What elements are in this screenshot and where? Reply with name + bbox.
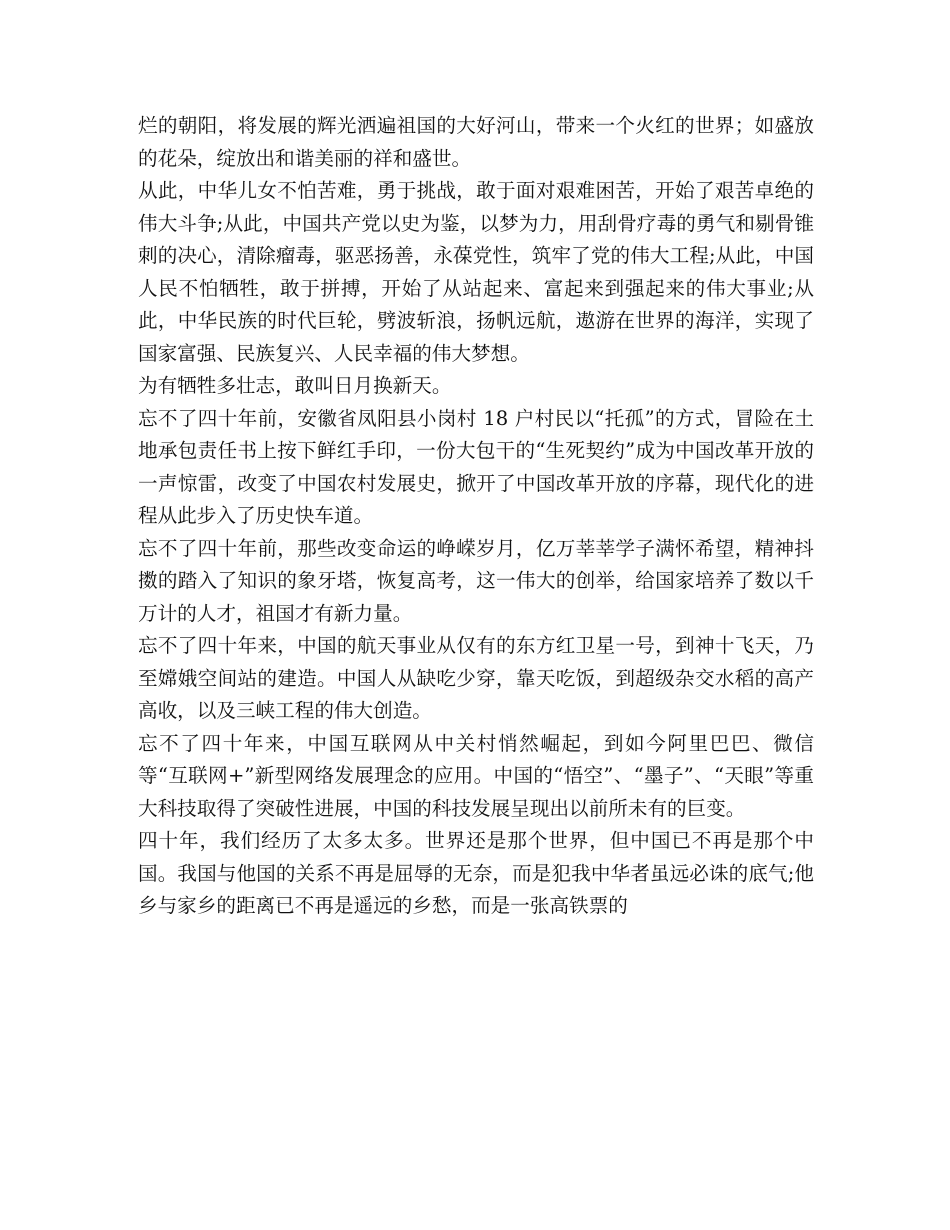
paragraph: 为有牺牲多壮志，敢叫日月换新天。	[138, 374, 452, 397]
paragraph: 忘不了四十年前，那些改变命运的峥嵘岁月，亿万莘莘学子满怀希望，精神抖擞的踏入了知识的象牙塔，恢复高考，这一伟大的创举，给国家培养了数以千万计的人才，祖国才有新力量。	[138, 536, 814, 625]
body-text	[138, 110, 814, 923]
paragraph: 四十年，我们经历了太多太多。世界还是那个世界，但中国已不再是那个中国。我国与他国的关系不再是屈辱的无奈，而是犯我中华者虽远必诛的底气;他乡与家乡的距离已不再是遥远的乡愁，而是一张高铁票的	[138, 829, 814, 917]
paragraph: 忘不了四十年来，中国的航天事业从仅有的东方红卫星一号，到神十飞天，乃至嫦娥空间站的建造。中国人从缺吃少穿，靠天吃饭，到超级杂交水稻的高产高收，以及三峡工程的伟大创造。	[138, 634, 814, 722]
paragraph: 忘不了四十年前，安徽省凤阳县小岗村 18 户村民以“托孤”的方式，冒险在土地承包责任书上按下鲜红手印，一份大包干的“生死契约”成为中国改革开放的一声惊雷，改变了中国农村发展史，掀开了中国改革开放的序幕，现代化的进程从此步入了历史快车道。	[138, 406, 814, 527]
paragraph: 从此，中华儿女不怕苦难，勇于挑战，敢于面对艰难困苦，开始了艰苦卓绝的伟大斗争;从此，中国共产党以史为鉴，以梦为力，用刮骨疗毒的勇气和剔骨锥刺的决心，清除瘤毒，驱恶扬善，永葆党性，筑牢了党的伟大工程;从此，中国人民不怕牺牲，敢于拼搏，开始了从站起来、富起来到强起来的伟大事业;从此，中华民族的时代巨轮，劈波斩浪，扬帆远航，遨游在世界的海洋，实现了国家富强、民族复兴、人民幸福的伟大梦想。	[138, 179, 814, 365]
paragraph: 忘不了四十年来，中国互联网从中关村悄然崛起，到如今阿里巴巴、微信等“互联网+”新型网络发展理念的应用。中国的“悟空”、“墨子”、“天眼”等重大科技取得了突破性进展，中国的科技发展呈现出以前所未有的巨变。	[138, 731, 814, 820]
paragraph: 烂的朝阳，将发展的辉光洒遍祖国的大好河山，带来一个火红的世界；如盛放的花朵，绽放出和谐美丽的祥和盛世。	[138, 114, 814, 170]
